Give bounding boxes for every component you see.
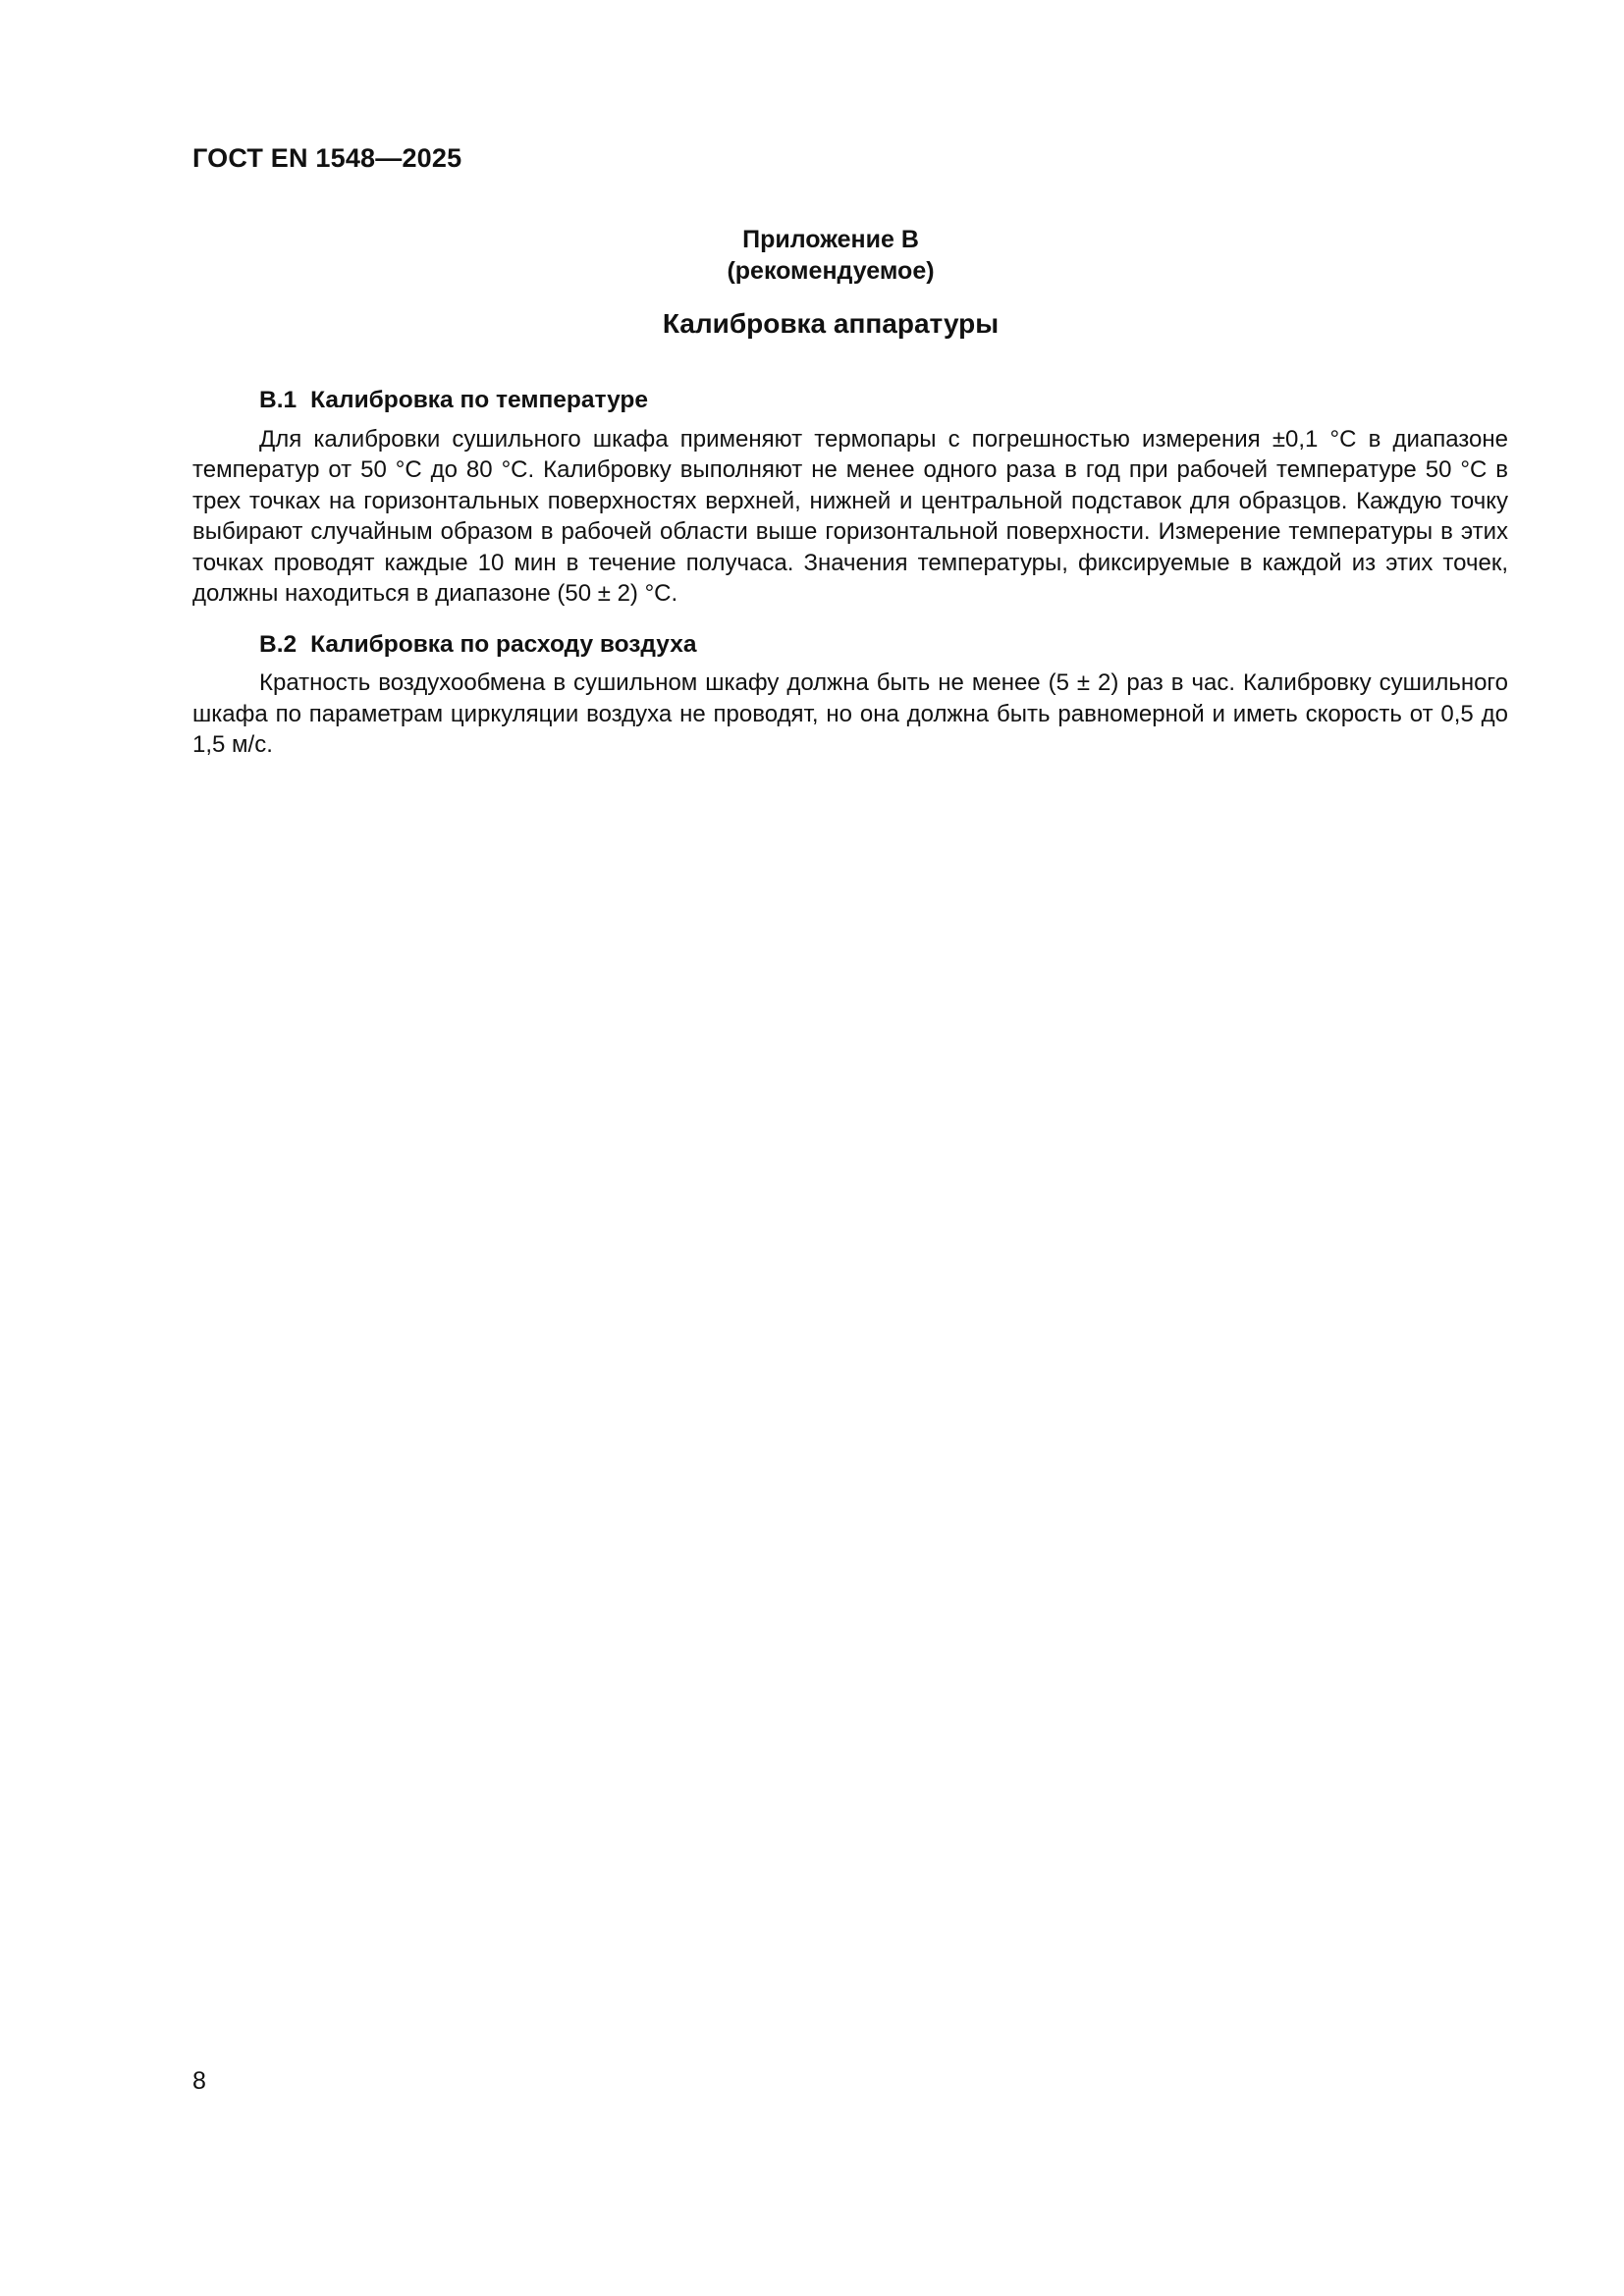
section-b2-paragraph: Кратность воздухообмена в сушильном шкафу должна быть не менее (5 ± 2) раз в час. Калибровку сушильного шкафа по параметрам циркуляции воздуха не проводят, но она должна быть равномерной и иметь скорость от 0,5 до 1,5 м/с. [192,669,1508,758]
section-b2-heading-text: Калибровка по расходу воздуха [310,630,697,658]
section-b1-number: В.1 [259,387,298,413]
section-b2 [192,629,1508,761]
appendix-title: Калибровка аппаратуры [662,308,1000,339]
section-b1-heading [192,385,1508,416]
appendix-heading-block [154,224,1507,287]
section-b1-heading-text: Калибровка по температуре [310,387,648,413]
document-body [192,385,1508,761]
section-b2-number: В.2 [259,630,298,658]
appendix-status: (рекомендуемое) [727,257,935,285]
standard-designation-header: ГОСТ EN 1548—2025 [192,143,462,173]
appendix-label: Приложение В [742,226,919,253]
section-b1-paragraph: Для калибровки сушильного шкафа применяют термопары с погрешностью измерения ±0,1 °С в диапазоне температур от 50 °С до 80 °С. Калибровку выполняют не менее одного раза в год при рабочей температуре 50 °С в трех точках на горизонтальных поверхностях верхней, нижней и центральной подставок для образцов. Каждую точку выбирают случайным образом в рабочей области выше горизонтальной поверхности. Измерение температуры в этих точках проводят каждые 10 мин в течение получаса. Значения температуры, фиксируемые в каждой из этих точек, должны находиться в диапазоне (50 ± 2) °С. [192,425,1508,607]
page-number: 8 [192,2067,206,2095]
section-b2-heading [192,629,1508,661]
section-b1 [192,385,1508,610]
